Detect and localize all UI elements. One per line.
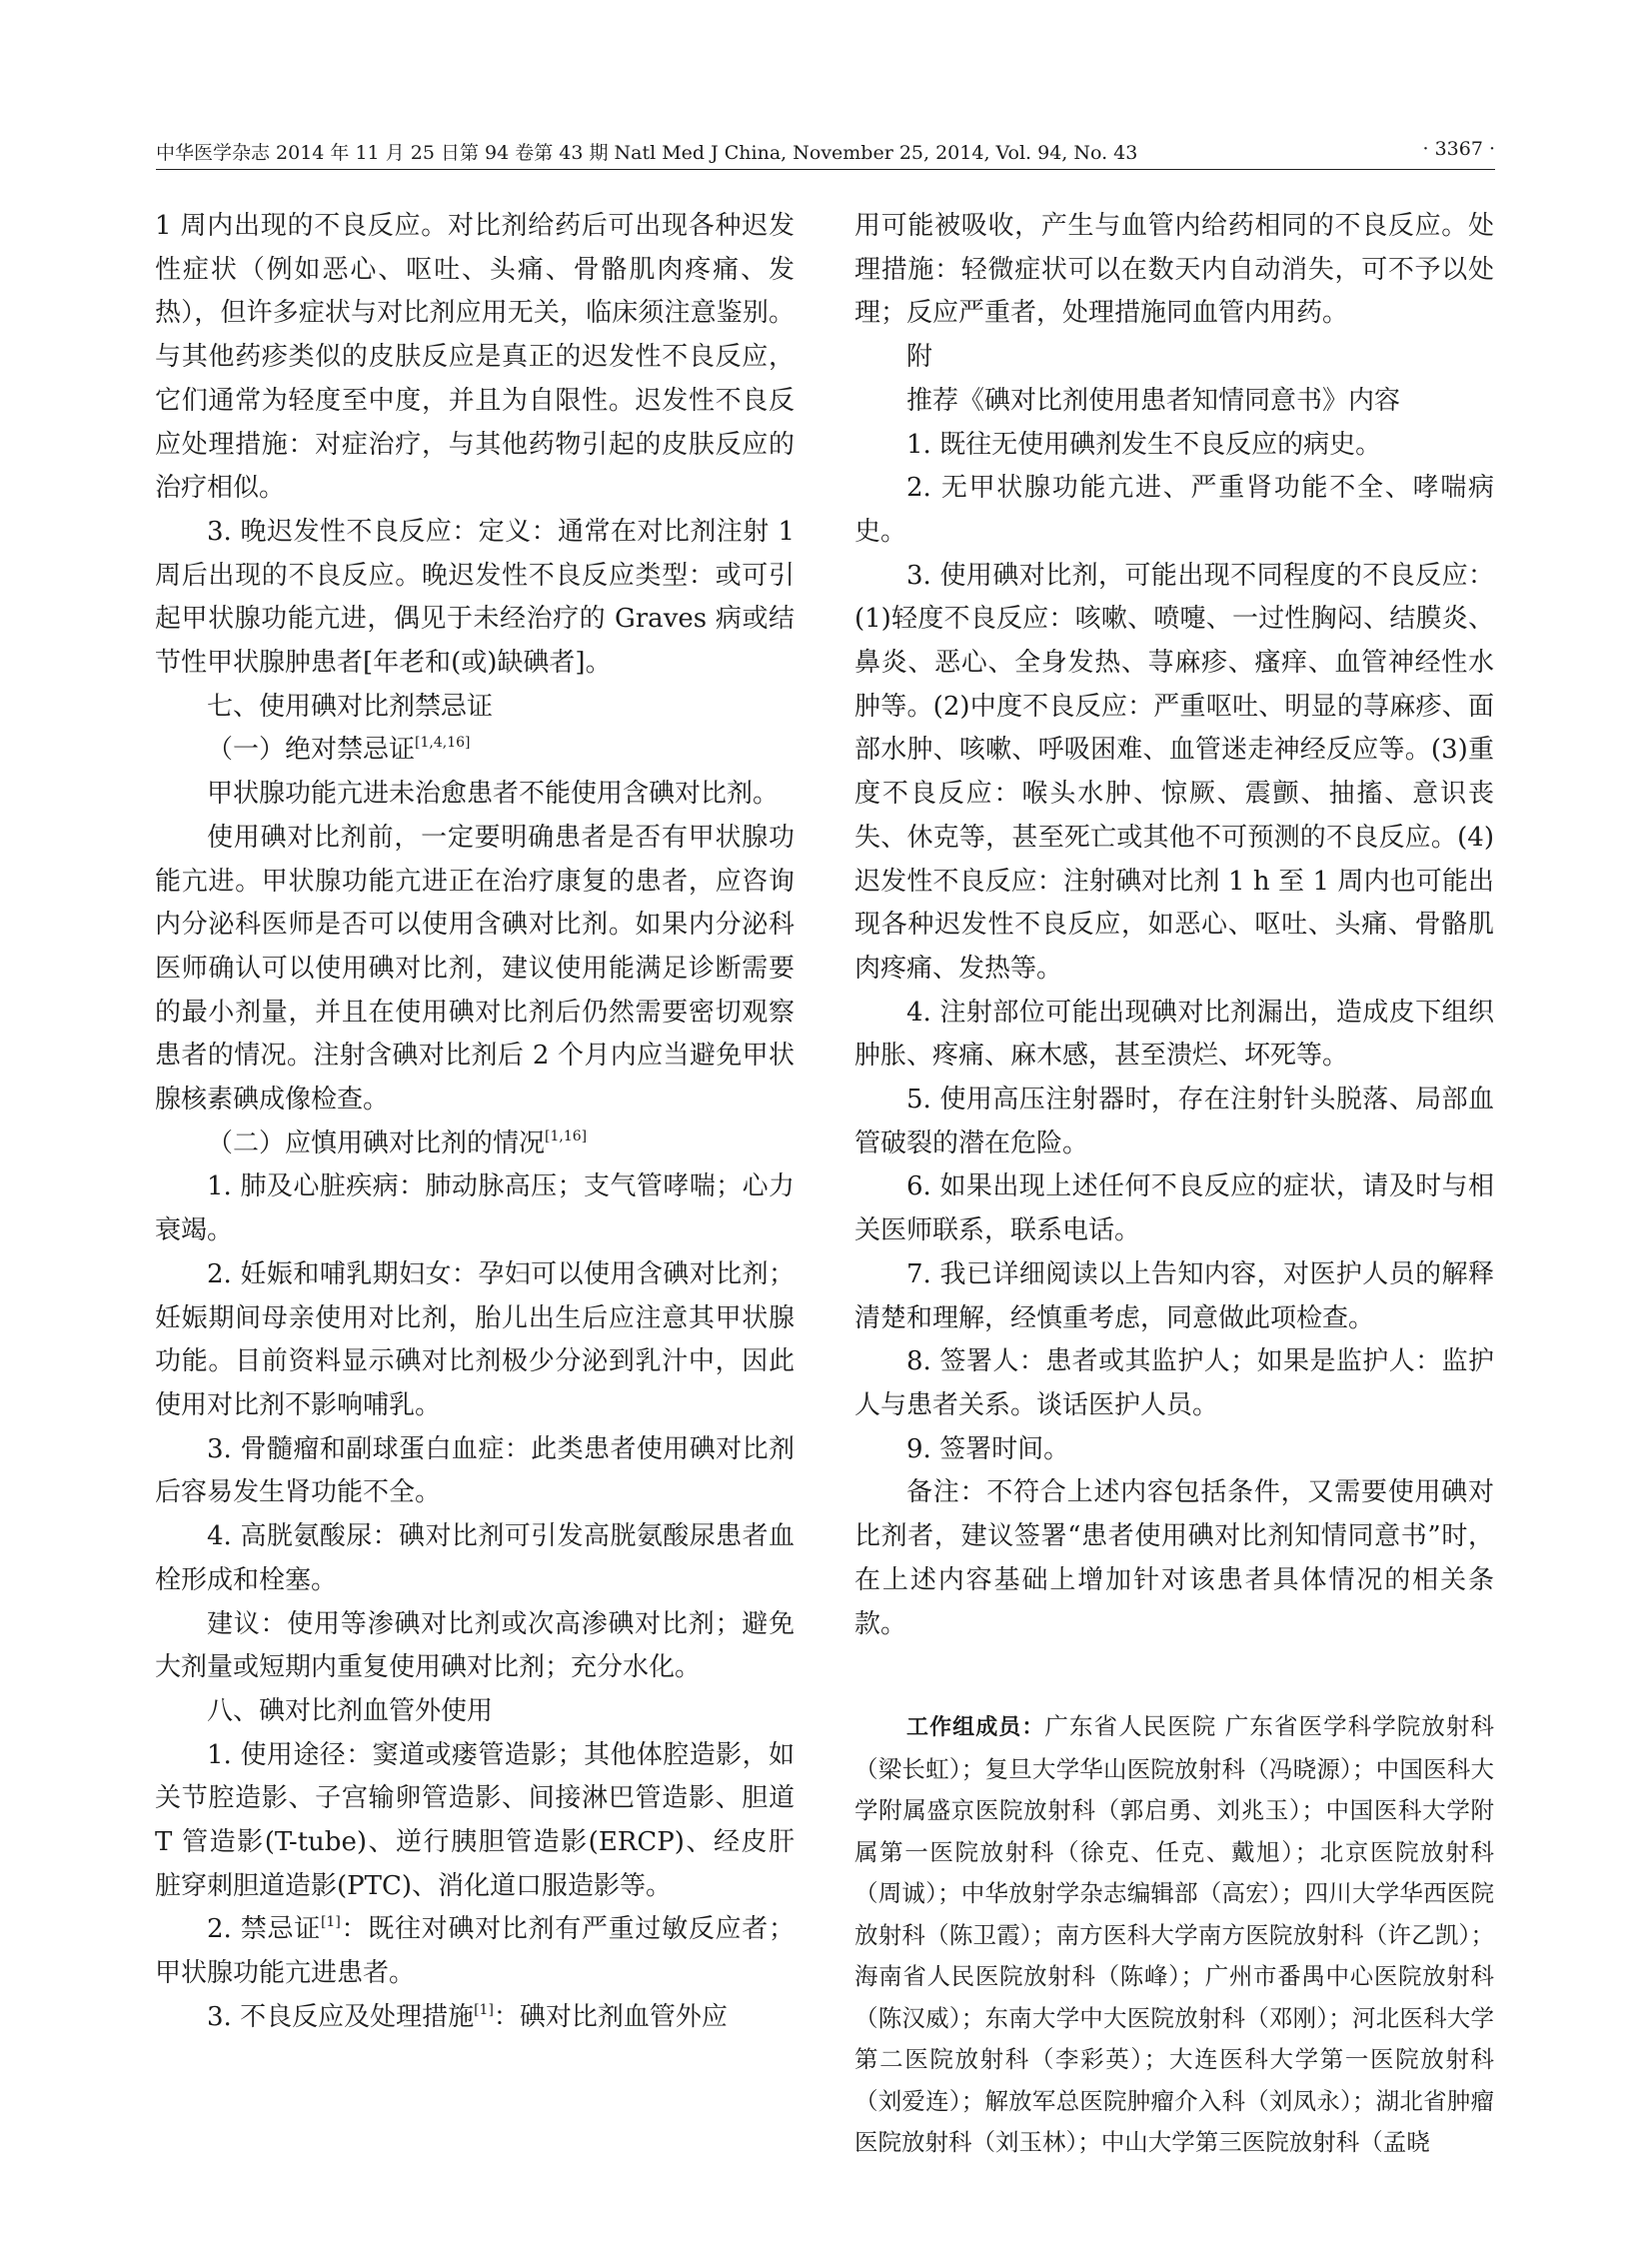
members-list: 广东省人民医院 广东省医学科学院放射科（梁长虹）；复旦大学华山医院放射科（冯晓源）；中国医科大学附属盛京医院放射科（郭启勇、刘兆玉）；中国医科大学附属第一医院放射科（徐克、任克、戴旭）；北京医院放射科（周诚）；中华放射学杂志编辑部（高宏）；四川大学华西医院放射科（陈卫霞）；南方医科大学南方医院放射科（许乙凯）；海南省人民医院放射科（陈峰）；广州市番禺中心医院放射科（陈汉威）；东南大学中大医院放射科（邓刚）；河北医科大学第二医院放射科（李彩英）；大连医科大学第一医院放射科（刘爱连）；解放军总医院肿瘤介入科（刘凤永）；湖北省肿瘤医院放射科（刘玉林）；中山大学第三医院放射科（孟晓 xyxy=(854,1712,1494,2157)
journal-citation: 中华医学杂志 2014 年 11 月 25 日第 94 卷第 43 期 Natl Med J China, November 25, 2014, Vol. 94, No. 43 xyxy=(156,142,1138,164)
paragraph: 1. 肺及心脏疾病：肺动脉高压；支气管哮喘；心力衰竭。 xyxy=(155,1171,795,1246)
list-item: 3. 使用碘对比剂，可能出现不同程度的不良反应：(1)轻度不良反应：咳嗽、喷嚏、一过性胸闷、结膜炎、鼻炎、恶心、全身发热、荨麻疹、瘙痒、血管神经性水肿等。(2)中度不良反应：严重呕吐、明显的荨麻疹、面部水肿、咳嗽、呼吸困难、血管迷走神经反应等。(3)重度不良反应：喉头水肿、惊厥、震颤、抽搐、意识丧失、休克等，甚至死亡或其他不可预测的不良反应。(4)迟发性不良反应：注射碘对比剂 1 h 至 1 周内也可能出现各种迟发性不良反应，如恶心、呕吐、头痛、骨骼肌肉疼痛、发热等。 xyxy=(854,560,1494,984)
section-heading: 八、碘对比剂血管外使用 xyxy=(207,1695,494,1726)
appendix-label: 附 xyxy=(906,342,933,373)
subsection-heading: （二）应慎用碘对比剂的情况[1,16] xyxy=(207,1127,588,1158)
left-column xyxy=(155,205,795,2040)
paragraph: 用可能被吸收，产生与血管内给药相同的不良反应。处理措施：轻微症状可以在数天内自动消失，可不予以处理；反应严重者，处理措施同血管内用药。 xyxy=(854,211,1494,329)
citation-ref[interactable]: [1,16] xyxy=(545,1127,588,1144)
list-item: 6. 如果出现上述任何不良反应的症状，请及时与相关医师联系，联系电话。 xyxy=(854,1171,1494,1246)
paragraph: 2. 妊娠和哺乳期妇女：孕妇可以使用含碘对比剂；妊娠期间母亲使用对比剂，胎儿出生后应注意其甲状腺功能。目前资料显示碘对比剂极少分泌到乳汁中，因此使用对比剂不影响哺乳。 xyxy=(155,1258,795,1420)
appendix-title: 推荐《碘对比剂使用患者知情同意书》内容 xyxy=(906,385,1401,416)
paragraph: 甲状腺功能亢进未治愈患者不能使用含碘对比剂。 xyxy=(207,779,780,810)
citation-ref[interactable]: [1] xyxy=(474,2001,494,2018)
paragraph: 使用碘对比剂前，一定要明确患者是否有甲状腺功能亢进。甲状腺功能亢进正在治疗康复的患者，应咨询内分泌科医师是否可以使用含碘对比剂。如果内分泌科医师确认可以使用碘对比剂，建议使用能满足诊断需要的最小剂量，并且在使用碘对比剂后仍然需要密切观察患者的情况。注射含碘对比剂后 2 个月内应当避免甲状腺核素碘成像检查。 xyxy=(155,822,795,1116)
working-group-members xyxy=(854,1706,1494,2164)
list-item: 4. 注射部位可能出现碘对比剂漏出，造成皮下组织肿胀、疼痛、麻木感，甚至溃烂、坏死等。 xyxy=(854,997,1494,1072)
running-header xyxy=(156,135,1495,170)
paragraph: 1. 使用途径：窦道或瘘管造影；其他体腔造影，如关节腔造影、子宫输卵管造影、间接淋巴管造影、胆道 T 管造影(T-tube)、逆行胰胆管造影(ERCP)、经皮肝脏穿刺胆道造影(PTC)、消化道口服造影等。 xyxy=(155,1739,795,1901)
paragraph: 2. 禁忌证[1]：既往对碘对比剂有严重过敏反应者；甲状腺功能亢进患者。 xyxy=(155,1914,795,1989)
paragraph: 1 周内出现的不良反应。对比剂给药后可出现各种迟发性症状（例如恶心、呕吐、头痛、骨骼肌肉疼痛、发热），但许多症状与对比剂应用无关，临床须注意鉴别。与其他药疹类似的皮肤反应是真正的迟发性不良反应，它们通常为轻度至中度，并且为自限性。迟发性不良反应处理措施：对症治疗，与其他药物引起的皮肤反应的治疗相似。 xyxy=(155,211,795,504)
paragraph: 3. 不良反应及处理措施[1]：碘对比剂血管外应 xyxy=(207,2001,728,2032)
paragraph: 4. 高胱氨酸尿：碘对比剂可引发高胱氨酸尿患者血栓形成和栓塞。 xyxy=(155,1521,795,1595)
members-label: 工作组成员： xyxy=(906,1715,1045,1741)
citation-ref[interactable]: [1] xyxy=(320,1914,341,1931)
paragraph: 3. 晚迟发性不良反应：定义：通常在对比剂注射 1 周后出现的不良反应。晚迟发性不良反应类型：或可引起甲状腺功能亢进，偶见于未经治疗的 Graves 病或结节性甲状腺肿患者[年老和(或)缺碘者]。 xyxy=(155,516,795,679)
list-item: 2. 无甲状腺功能亢进、严重肾功能不全、哮喘病史。 xyxy=(854,473,1494,547)
right-column xyxy=(854,205,1494,2187)
paragraph: 建议：使用等渗碘对比剂或次高渗碘对比剂；避免大剂量或短期内重复使用碘对比剂；充分水化。 xyxy=(155,1608,795,1683)
page-number: · 3367 · xyxy=(1422,138,1495,160)
paragraph: 3. 骨髓瘤和副球蛋白血症：此类患者使用碘对比剂后容易发生肾功能不全。 xyxy=(155,1433,795,1508)
list-item: 1. 既往无使用碘剂发生不良反应的病史。 xyxy=(906,429,1382,460)
list-item: 5. 使用高压注射器时，存在注射针头脱落、局部血管破裂的潜在危险。 xyxy=(854,1085,1494,1158)
list-item: 9. 签署时间。 xyxy=(906,1433,1070,1464)
note: 备注：不符合上述内容包括条件，又需要使用碘对比剂者，建议签署“患者使用碘对比剂知情同意书”时，在上述内容基础上增加针对该患者具体情况的相关条款。 xyxy=(854,1477,1494,1639)
citation-ref[interactable]: [1,4,16] xyxy=(415,735,471,752)
list-item: 7. 我已详细阅读以上告知内容，对医护人员的解释清楚和理解，经慎重考虑，同意做此项检查。 xyxy=(854,1258,1494,1333)
section-heading: 七、使用碘对比剂禁忌证 xyxy=(207,691,494,722)
list-item: 8. 签署人：患者或其监护人；如果是监护人：监护人与患者关系。谈话医护人员。 xyxy=(854,1346,1494,1420)
subsection-heading: （一）绝对禁忌证[1,4,16] xyxy=(207,735,471,766)
